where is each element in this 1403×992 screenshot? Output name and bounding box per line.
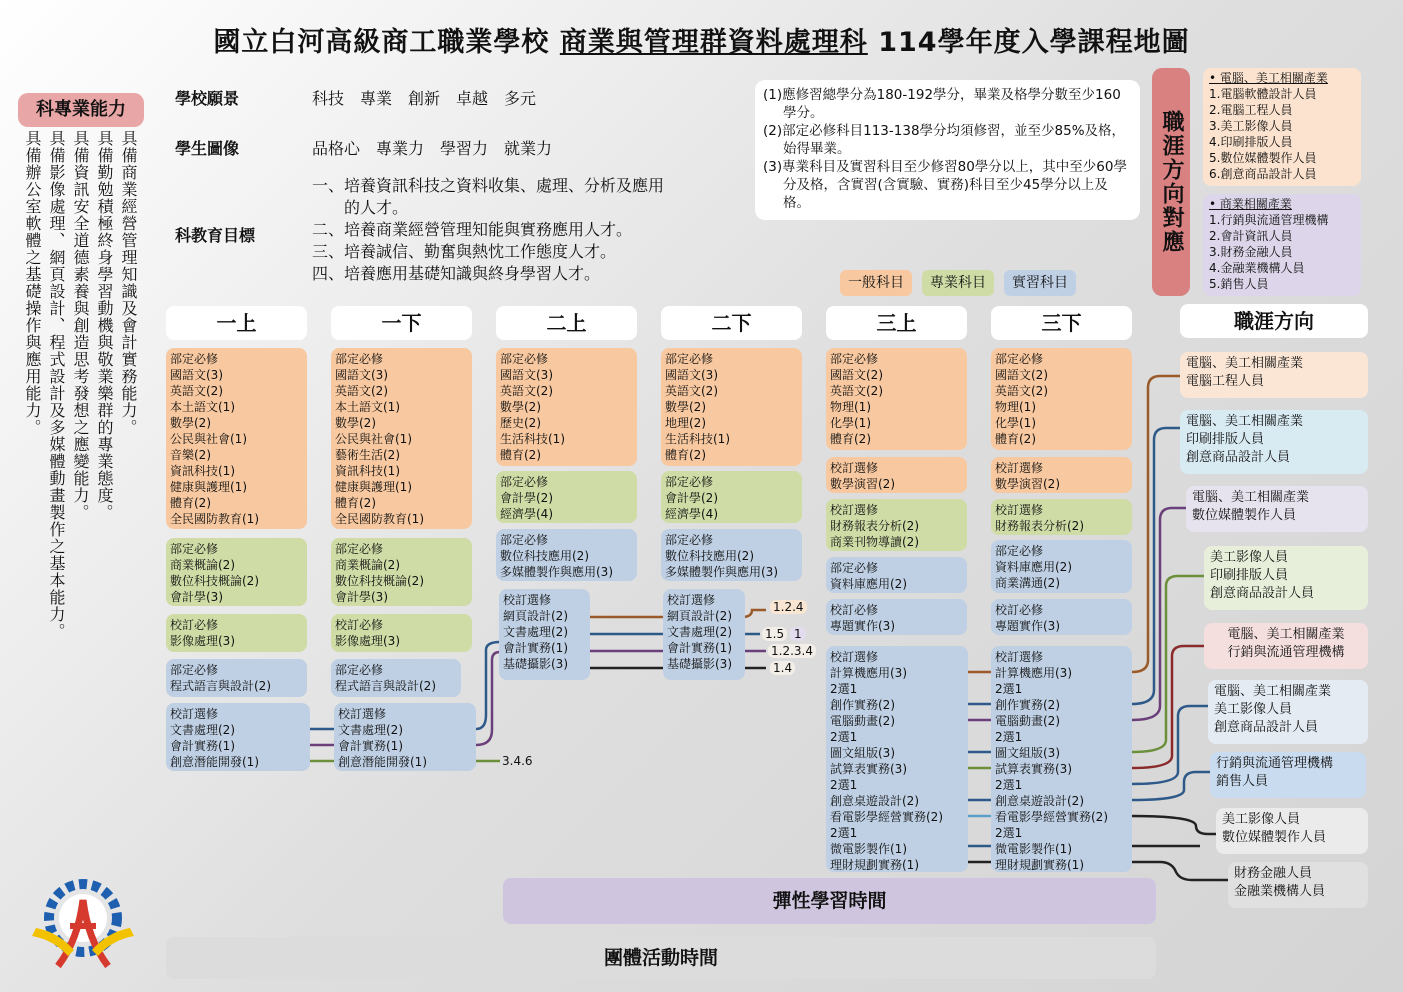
career-target-line: 電腦、美工相關產業 xyxy=(1227,627,1345,642)
career-box-head: • 商業相關產業 xyxy=(1209,197,1292,211)
skill-text-1: 具備商業經營管理知識及會計實務能力。 xyxy=(119,130,138,436)
course-line: 校訂選修 xyxy=(830,650,879,664)
goal-item: 二、培養商業經營管理知能與實務應用人才。 xyxy=(312,220,633,239)
skills-badge: 科專業能力 xyxy=(18,93,144,127)
career-box-head: • 電腦、美工相關產業 xyxy=(1209,71,1328,85)
course-line: 影像處理(3) xyxy=(170,634,235,648)
course-line: 基礎攝影(3) xyxy=(503,657,568,671)
course-line: 國語文(3) xyxy=(170,368,223,382)
career-target-line: 金融業機構人員 xyxy=(1234,884,1326,899)
course-line: 校訂選修 xyxy=(995,503,1044,517)
course-line: 部定必修 xyxy=(830,352,879,366)
course-line: 文書處理(2) xyxy=(338,723,403,737)
career-item: 2.會計資訊人員 xyxy=(1209,229,1293,243)
course-line: 圖文組版(3) xyxy=(830,746,895,760)
course-box xyxy=(331,614,472,652)
course-line: 商業概論(2) xyxy=(335,558,400,572)
course-line: 計算機應用(3) xyxy=(830,666,907,680)
course-line: 資料庫應用(2) xyxy=(995,560,1072,574)
course-line: 校訂選修 xyxy=(667,593,716,607)
header-grade2-sem2: 二下 xyxy=(661,306,802,340)
course-line: 部定必修 xyxy=(665,533,714,547)
goal-item: 的人才。 xyxy=(312,198,409,217)
course-line: 數學(2) xyxy=(335,416,376,430)
course-line: 生活科技(1) xyxy=(665,432,730,446)
course-line: 會計學(2) xyxy=(665,491,718,505)
career-item: 4.金融業機構人員 xyxy=(1209,261,1305,275)
course-line: 電腦動畫(2) xyxy=(830,714,895,728)
career-item: 6.創意商品設計人員 xyxy=(1209,167,1317,181)
course-line: 創意桌遊設計(2) xyxy=(995,794,1084,808)
career-target-line: 行銷與流通管理機構 xyxy=(1227,645,1345,660)
course-line: 本土語文(1) xyxy=(170,400,235,414)
course-line: 公民與社會(1) xyxy=(335,432,412,446)
course-line: 英語文(2) xyxy=(995,384,1048,398)
course-line: 試算表實務(3) xyxy=(995,762,1072,776)
course-box xyxy=(166,348,307,529)
course-line: 物理(1) xyxy=(995,400,1036,414)
header-grade2-sem1: 二上 xyxy=(496,306,637,340)
course-line: 部定必修 xyxy=(500,475,549,489)
course-line: 2選1 xyxy=(830,730,858,744)
career-item: 2.電腦工程人員 xyxy=(1209,103,1293,117)
course-line: 部定必修 xyxy=(830,561,879,575)
course-box xyxy=(331,348,472,529)
career-target-line: 電腦、美工相關產業 xyxy=(1186,414,1304,429)
goal-item: 一、培養資訊科技之資料收集、處理、分析及應用 xyxy=(312,176,665,195)
course-line: 體育(2) xyxy=(170,496,211,510)
career-item: 4.印刷排版人員 xyxy=(1209,135,1293,149)
course-box xyxy=(826,646,968,872)
header-grade3-sem2: 三下 xyxy=(991,306,1132,340)
course-box xyxy=(826,557,967,593)
course-line: 英語文(2) xyxy=(170,384,223,398)
course-line: 國語文(3) xyxy=(665,368,718,382)
course-line: 2選1 xyxy=(995,682,1023,696)
course-line: 部定必修 xyxy=(995,544,1044,558)
course-line: 國語文(2) xyxy=(830,368,883,382)
course-line: 2選1 xyxy=(830,826,858,840)
course-line: 數學(2) xyxy=(500,400,541,414)
course-line: 校訂必修 xyxy=(335,618,384,632)
course-line: 會計實務(1) xyxy=(667,641,732,655)
course-box xyxy=(991,348,1132,450)
course-line: 部定必修 xyxy=(665,475,714,489)
course-line: 網頁設計(2) xyxy=(503,609,568,623)
career-target-line: 行銷與流通管理機構 xyxy=(1216,756,1334,771)
vision-value: 科技 專業 創新 卓越 多元 xyxy=(312,89,537,108)
course-box xyxy=(663,589,745,680)
course-line: 部定必修 xyxy=(500,352,549,366)
route-annotation: 1.5 xyxy=(762,627,787,641)
course-line: 音樂(2) xyxy=(170,448,211,462)
course-line: 理財規劃實務(1) xyxy=(995,858,1084,872)
career-mapping-label: 職涯方向對應 xyxy=(1152,68,1190,296)
career-target-line: 電腦工程人員 xyxy=(1186,374,1265,389)
career-item: 3.財務金融人員 xyxy=(1209,245,1293,259)
career-target-line: 印刷排版人員 xyxy=(1210,568,1289,583)
course-line: 會計學(2) xyxy=(500,491,553,505)
course-line: 多媒體製作與應用(3) xyxy=(665,565,778,579)
course-box xyxy=(331,538,472,606)
career-item: 5.數位媒體製作人員 xyxy=(1209,151,1317,165)
course-line: 2選1 xyxy=(830,778,858,792)
course-line: 數位科技應用(2) xyxy=(500,549,589,563)
course-box xyxy=(166,703,310,771)
course-line: 校訂選修 xyxy=(995,650,1044,664)
course-line: 體育(2) xyxy=(665,448,706,462)
route-annotation: 3.4.6 xyxy=(502,754,533,768)
course-line: 創意桌遊設計(2) xyxy=(830,794,919,808)
course-line: 化學(1) xyxy=(830,416,871,430)
route-annotation: 1.2.4 xyxy=(770,600,807,614)
course-box xyxy=(991,599,1132,635)
course-line: 會計學(3) xyxy=(335,590,388,604)
career-item: 1.行銷與流通管理機構 xyxy=(1209,213,1329,227)
header-grade1-sem2: 一下 xyxy=(331,306,472,340)
course-line: 健康與護理(1) xyxy=(170,480,247,494)
course-line: 圖文組版(3) xyxy=(995,746,1060,760)
course-line: 生活科技(1) xyxy=(500,432,565,446)
course-line: 微電影製作(1) xyxy=(995,842,1072,856)
course-line: 資訊科技(1) xyxy=(170,464,235,478)
career-target-line: 創意商品設計人員 xyxy=(1214,720,1319,735)
course-line: 多媒體製作與應用(3) xyxy=(500,565,613,579)
career-item: 5.銷售人員 xyxy=(1209,277,1269,291)
course-line: 藝術生活(2) xyxy=(335,448,400,462)
course-line: 商業刊物導讀(2) xyxy=(830,535,919,549)
course-line: 2選1 xyxy=(830,682,858,696)
course-box xyxy=(826,499,967,551)
career-target xyxy=(1186,486,1368,532)
career-target-line: 財務金融人員 xyxy=(1234,866,1313,881)
course-line: 部定必修 xyxy=(335,542,384,556)
course-line: 會計實務(1) xyxy=(503,641,568,655)
course-line: 2選1 xyxy=(995,730,1023,744)
course-line: 體育(2) xyxy=(995,432,1036,446)
career-target xyxy=(1204,546,1368,610)
course-line: 地理(2) xyxy=(665,416,706,430)
course-line: 數學演習(2) xyxy=(995,477,1060,491)
header-grade1-sem1: 一上 xyxy=(166,306,307,340)
skill-text-4: 具備影像處理、網頁設計、程式設計及多媒體動畫製作之基本能力。 xyxy=(47,130,66,640)
course-box xyxy=(331,659,461,697)
course-line: 程式語言與設計(2) xyxy=(170,679,271,693)
course-line: 專題實作(3) xyxy=(830,619,895,633)
goals-label: 科教育目標 xyxy=(175,226,256,245)
course-line: 全民國防教育(1) xyxy=(170,512,259,526)
career-target xyxy=(1180,410,1368,474)
course-line: 計算機應用(3) xyxy=(995,666,1072,680)
course-line: 資料庫應用(2) xyxy=(830,577,907,591)
course-line: 部定必修 xyxy=(335,663,384,677)
course-box xyxy=(991,540,1132,593)
route-annotation: 1 xyxy=(790,627,806,641)
course-box xyxy=(991,646,1132,872)
course-box xyxy=(166,614,307,652)
course-box xyxy=(496,529,637,581)
course-line: 理財規劃實務(1) xyxy=(830,858,919,872)
course-line: 健康與護理(1) xyxy=(335,480,412,494)
course-box xyxy=(826,599,967,635)
course-box xyxy=(991,457,1132,493)
portrait-label: 學生圖像 xyxy=(175,139,240,158)
legend-professional: 專業科目 xyxy=(922,270,994,296)
course-line: 財務報表分析(2) xyxy=(830,519,919,533)
career-target xyxy=(1208,680,1368,744)
course-line: 校訂選修 xyxy=(503,593,552,607)
page-title: 國立白河高級商工職業學校 商業與管理群資料處理科 114學年度入學課程地圖 xyxy=(213,27,1190,58)
career-item: 1.電腦軟體設計人員 xyxy=(1209,87,1317,101)
note-item: (2)部定必修科目113-138學分均須修習，並至少85%及格，始得畢業。 xyxy=(763,123,1126,157)
career-item: 3.美工影像人員 xyxy=(1209,119,1293,133)
career-target-line: 美工影像人員 xyxy=(1222,812,1301,827)
course-box xyxy=(826,348,967,450)
course-line: 電腦動畫(2) xyxy=(995,714,1060,728)
course-line: 校訂選修 xyxy=(995,461,1044,475)
course-line: 公民與社會(1) xyxy=(170,432,247,446)
career-target xyxy=(1204,623,1368,669)
course-line: 本土語文(1) xyxy=(335,400,400,414)
career-target-line: 銷售人員 xyxy=(1216,774,1269,789)
course-line: 部定必修 xyxy=(170,542,219,556)
legend-practice: 實習科目 xyxy=(1004,270,1076,296)
course-line: 創意潛能開發(1) xyxy=(338,755,427,769)
course-line: 部定必修 xyxy=(665,352,714,366)
course-line: 化學(1) xyxy=(995,416,1036,430)
career-target-line: 印刷排版人員 xyxy=(1186,432,1265,447)
course-line: 歷史(2) xyxy=(500,416,541,430)
course-box xyxy=(499,589,590,680)
skill-text-5: 具備辦公室軟體之基礎操作與應用能力。 xyxy=(23,130,42,436)
career-target-line: 電腦、美工相關產業 xyxy=(1192,490,1310,505)
course-line: 部定必修 xyxy=(170,663,219,677)
career-target xyxy=(1216,808,1368,854)
course-line: 資訊科技(1) xyxy=(335,464,400,478)
course-line: 2選1 xyxy=(995,826,1023,840)
route-annotation: 1.4 xyxy=(770,661,795,675)
group-activity-bar: 團體活動時間 xyxy=(166,937,1156,979)
course-line: 部定必修 xyxy=(335,352,384,366)
course-line: 影像處理(3) xyxy=(335,634,400,648)
note-item: (1)應修習總學分為180-192學分，畢業及格學分數至少160學分。 xyxy=(763,87,1121,121)
course-line: 文書處理(2) xyxy=(503,625,568,639)
course-box xyxy=(496,471,637,523)
course-line: 數學(2) xyxy=(665,400,706,414)
course-line: 商業溝通(2) xyxy=(995,576,1060,590)
course-box xyxy=(661,529,802,581)
course-line: 全民國防教育(1) xyxy=(335,512,424,526)
vision-label: 學校願景 xyxy=(175,89,240,108)
course-line: 微電影製作(1) xyxy=(830,842,907,856)
course-line: 經濟學(4) xyxy=(665,507,718,521)
course-line: 2選1 xyxy=(995,778,1023,792)
course-line: 創作實務(2) xyxy=(830,698,895,712)
course-line: 物理(1) xyxy=(830,400,871,414)
course-line: 英語文(2) xyxy=(665,384,718,398)
portrait-value: 品格心 專業力 學習力 就業力 xyxy=(312,139,553,158)
career-target-line: 數位媒體製作人員 xyxy=(1192,508,1297,523)
course-line: 英語文(2) xyxy=(335,384,388,398)
course-line: 體育(2) xyxy=(830,432,871,446)
course-line: 國語文(3) xyxy=(500,368,553,382)
course-line: 專題實作(3) xyxy=(995,619,1060,633)
course-box xyxy=(661,471,802,523)
course-line: 會計學(3) xyxy=(170,590,223,604)
course-line: 會計實務(1) xyxy=(170,739,235,753)
career-target-line: 數位媒體製作人員 xyxy=(1222,830,1327,845)
course-line: 看電影學經營實務(2) xyxy=(830,810,943,824)
career-target-line: 美工影像人員 xyxy=(1214,702,1293,717)
course-line: 數學演習(2) xyxy=(830,477,895,491)
course-box xyxy=(334,703,476,771)
course-line: 商業概論(2) xyxy=(170,558,235,572)
course-line: 基礎攝影(3) xyxy=(667,657,732,671)
career-target xyxy=(1210,752,1366,798)
school-emblem-logo xyxy=(28,870,138,970)
course-line: 英語文(2) xyxy=(830,384,883,398)
career-target xyxy=(1180,352,1368,398)
course-line: 校訂選修 xyxy=(170,707,219,721)
career-target xyxy=(1228,862,1368,908)
note-item: (3)專業科目及實習科目至少修習80學分以上，其中至少60學分及格，含實習(含實驗、實務)科目至少45學分以上及格。 xyxy=(763,159,1127,211)
course-line: 數位科技應用(2) xyxy=(665,549,754,563)
skill-text-3: 具備資訊安全道德素養與創造思考發想之應變能力。 xyxy=(71,130,90,521)
course-line: 體育(2) xyxy=(500,448,541,462)
goal-item: 三、培養誠信、勤奮與熱忱工作態度人才。 xyxy=(312,242,617,261)
career-target-line: 創意商品設計人員 xyxy=(1186,450,1291,465)
course-line: 英語文(2) xyxy=(500,384,553,398)
course-line: 部定必修 xyxy=(500,533,549,547)
course-line: 校訂選修 xyxy=(830,503,879,517)
career-target-line: 電腦、美工相關產業 xyxy=(1214,684,1332,699)
course-line: 財務報表分析(2) xyxy=(995,519,1084,533)
header-grade3-sem1: 三上 xyxy=(826,306,967,340)
course-line: 校訂必修 xyxy=(830,603,879,617)
legend-general: 一般科目 xyxy=(840,270,912,296)
course-box xyxy=(991,499,1132,535)
course-line: 數學(2) xyxy=(170,416,211,430)
course-line: 文書處理(2) xyxy=(667,625,732,639)
flex-learning-bar: 彈性學習時間 xyxy=(503,878,1156,924)
course-line: 數位科技概論(2) xyxy=(335,574,424,588)
career-target-line: 美工影像人員 xyxy=(1210,550,1289,565)
course-line: 部定必修 xyxy=(170,352,219,366)
course-box xyxy=(496,348,637,466)
course-line: 網頁設計(2) xyxy=(667,609,732,623)
career-target-line: 創意商品設計人員 xyxy=(1210,586,1315,601)
course-line: 創意潛能開發(1) xyxy=(170,755,259,769)
course-line: 試算表實務(3) xyxy=(830,762,907,776)
course-box xyxy=(166,659,307,697)
course-line: 看電影學經營實務(2) xyxy=(995,810,1108,824)
course-line: 數位科技概論(2) xyxy=(170,574,259,588)
course-line: 校訂必修 xyxy=(170,618,219,632)
goal-item: 四、培養應用基礎知識與終身學習人才。 xyxy=(312,264,601,283)
course-line: 經濟學(4) xyxy=(500,507,553,521)
course-box xyxy=(661,348,802,466)
career-target-line: 電腦、美工相關產業 xyxy=(1186,356,1304,371)
course-box xyxy=(166,538,307,606)
course-line: 部定必修 xyxy=(995,352,1044,366)
course-line: 國語文(2) xyxy=(995,368,1048,382)
skill-text-2: 具備勤勉積極終身學習動機與敬業樂群的專業態度。 xyxy=(95,130,114,521)
course-line: 創作實務(2) xyxy=(995,698,1060,712)
course-line: 會計實務(1) xyxy=(338,739,403,753)
course-box xyxy=(826,457,967,493)
course-line: 程式語言與設計(2) xyxy=(335,679,436,693)
course-line: 校訂選修 xyxy=(338,707,387,721)
header-career: 職涯方向 xyxy=(1180,304,1368,338)
course-line: 校訂必修 xyxy=(995,603,1044,617)
course-line: 國語文(3) xyxy=(335,368,388,382)
course-line: 體育(2) xyxy=(335,496,376,510)
course-line: 校訂選修 xyxy=(830,461,879,475)
route-annotation: 1.2.3.4 xyxy=(768,644,816,658)
course-line: 文書處理(2) xyxy=(170,723,235,737)
